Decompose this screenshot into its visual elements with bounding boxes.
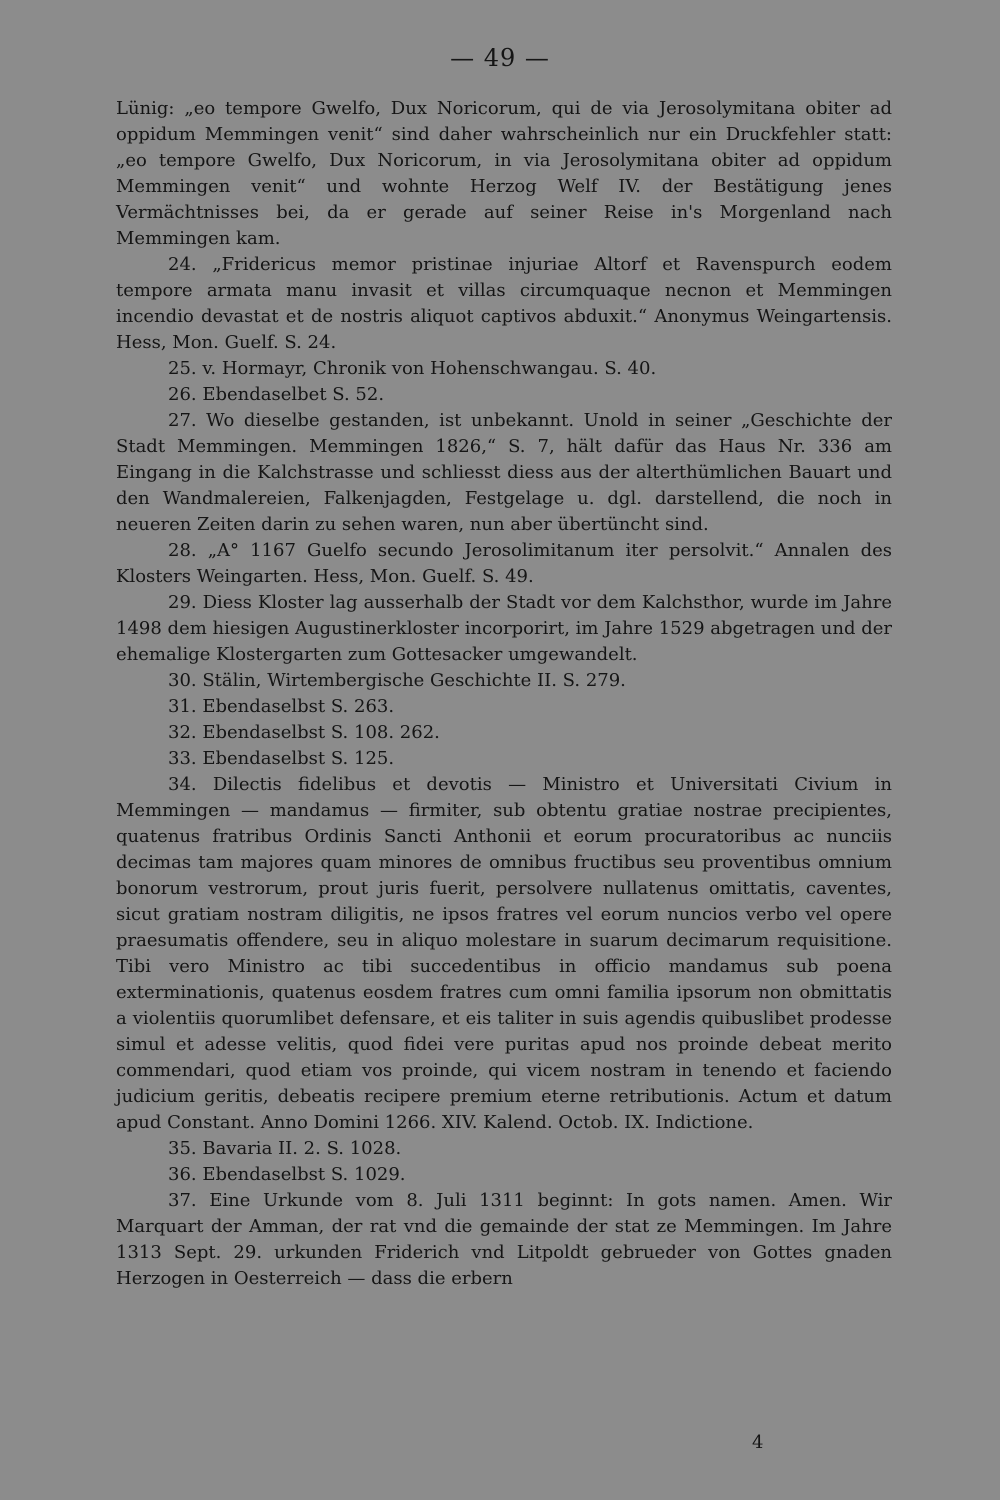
note-34: 34. Dilectis fidelibus et devotis — Ministro et Universitati Civium in Memmingen — mandamus — firmiter, sub obtentu gratiae nostrae precipientes, quatenus fratribus Ordinis Sancti Anthonii et eorum procuratoribus ac nunciis decimas tam majores quam minores de omnibus fructibus seu proventibus omnium bonorum vestrorum, prout juris fuerit, persolvere nullatenus omittatis, caventes, sicut gratiam nostram diligitis, ne ipsos fratres vel eorum nuncios verbo vel opere praesumatis offendere, seu in aliquo molestare in suarum decimarum requisitione. Tibi vero Ministro ac tibi succedentibus in officio mandamus sub poena exterminationis, quatenus eosdem fratres cum omni familia ipsorum non obmittatis a violentiis quorumlibet defensare, et eis taliter in suis agendis quibuslibet prodesse simul et adesse velitis, quod fidei vere puritas apud nos proinde debeat merito commendari, quod etiam vos proinde, qui vicem nostram in tenendo et faciendo judicium geritis, debeatis recipere premium eterne retributionis. Actum et datum apud Constant. Anno Domini 1266. XIV. Kalend. Octob. IX. Indictione. <box>116 774 892 1133</box>
note-33: 33. Ebendaselbst S. 125. <box>168 748 395 769</box>
note-32: 32. Ebendaselbst S. 108. 262. <box>168 722 440 743</box>
note-30: 30. Stälin, Wirtembergische Geschichte II. S. 279. <box>168 670 626 691</box>
note-27: 27. Wo dieselbe gestanden, ist unbekannt. Unold in seiner „Geschichte der Stadt Memmingen. Memmingen 1826,“ S. 7, hält dafür das Haus Nr. 336 am Eingang in die Kalchstrasse und schliesst diess aus der alterthümlichen Bauart und den Wandmalereien, Falkenjagden, Festgelage u. dgl. darstellend, die noch in neueren Zeiten darin zu sehen waren, nun aber übertüncht sind. <box>116 410 892 535</box>
note-29: 29. Diess Kloster lag ausserhalb der Stadt vor dem Kalchsthor, wurde im Jahre 1498 dem hiesigen Augustinerkloster incorporirt, im Jahre 1529 abgetragen und der ehemalige Klostergarten zum Gottesacker umgewandelt. <box>116 592 892 665</box>
note-25: 25. v. Hormayr, Chronik von Hohenschwangau. S. 40. <box>168 358 657 379</box>
note-31: 31. Ebendaselbst S. 263. <box>168 696 395 717</box>
note-26: 26. Ebendaselbet S. 52. <box>168 384 385 405</box>
printer-signature: 4 <box>752 1432 764 1453</box>
note-24: 24. „Fridericus memor pristinae injuriae Altorf et Ravenspurch eodem tempore armata manu invasit et villas circumquaque necnon et Memmingen incendio devastat et de nostris aliquot captivos abduxit.“ Anonymus Weingartensis. Hess, Mon. Guelf. S. 24. <box>116 254 892 353</box>
page-number: — 49 — <box>450 44 550 72</box>
note-36: 36. Ebendaselbst S. 1029. <box>168 1164 406 1185</box>
note-37: 37. Eine Urkunde vom 8. Juli 1311 beginnt: In gots namen. Amen. Wir Marquart der Amman, der rat vnd die gemainde der stat ze Memmingen. Im Jahre 1313 Sept. 29. urkunden Friderich vnd Litpoldt gebrueder von Gottes gnaden Herzogen in Oesterreich — dass die erbern <box>116 1190 892 1289</box>
paragraph-lunig: Lünig: „eo tempore Gwelfo, Dux Noricorum, qui de via Jerosolymitana obiter ad oppidum Memmingen venit“ sind daher wahrscheinlich nur ein Druckfehler statt: „eo tempore Gwelfo, Dux Noricorum, in via Jerosolymitana obiter ad oppidum Memmingen venit“ und wohnte Herzog Welf IV. der Bestätigung jenes Vermächtnisses bei, da er gerade auf seiner Reise in's Morgenland nach Memmingen kam. <box>116 98 892 249</box>
note-35: 35. Bavaria II. 2. S. 1028. <box>168 1138 402 1159</box>
footnotes-text <box>116 96 892 1292</box>
note-28: 28. „A° 1167 Guelfo secundo Jerosolimitanum iter persolvit.“ Annalen des Klosters Weingarten. Hess, Mon. Guelf. S. 49. <box>116 540 892 587</box>
